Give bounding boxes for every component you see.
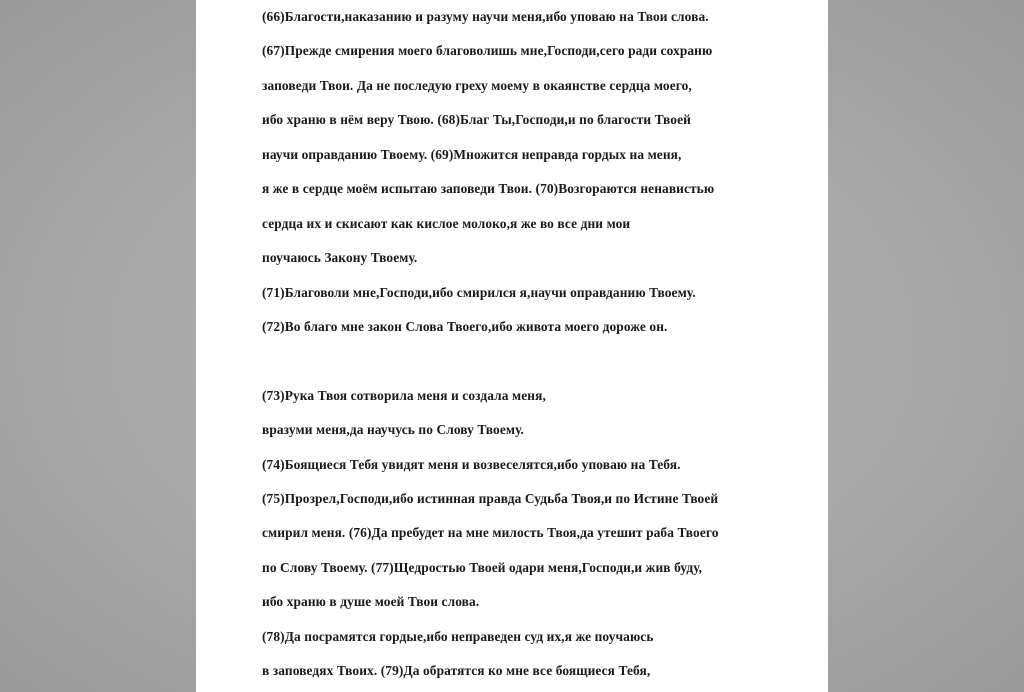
text-line: смирил меня. (76)Да пребудет на мне милость Твоя,да утешит раба Твоего <box>262 525 719 540</box>
text-line: вразуми меня,да научусь по Слову Твоему. <box>262 422 524 437</box>
text-line: (75)Прозрел,Господи,ибо истинная правда Судьба Твоя,и по Истине Твоей <box>262 491 719 506</box>
text-line: (71)Благоволи мне,Господи,ибо смирился я,научи оправданию Твоему. <box>262 285 696 300</box>
text-line: в заповедях Твоих. (79)Да обратятся ко мне все боящиеся Тебя, <box>262 663 651 678</box>
document-page <box>196 0 828 692</box>
text-line: заповеди Твои. Да не последую греху моему в окаянстве сердца моего, <box>262 78 692 93</box>
text-line: ибо храню в душе моей Твои слова. <box>262 594 480 609</box>
text-line: (66)Благости,наказанию и разуму научи меня,ибо уповаю на Твои слова. <box>262 9 709 24</box>
text-line: научи оправданию Твоему. (69)Множится неправда гордых на меня, <box>262 147 682 162</box>
text-line: (73)Рука Твоя сотворила меня и создала меня, <box>262 388 546 403</box>
text-line: сердца их и скисают как кислое молоко,я же во все дни мои <box>262 216 631 231</box>
text-line: поучаюсь Закону Твоему. <box>262 250 418 265</box>
text-line: я же в сердце моём испытаю заповеди Твои. (70)Возгораются ненавистью <box>262 181 715 196</box>
text-line: (78)Да посрамятся гордые,ибо неправеден суд их,я же поучаюсь <box>262 629 654 644</box>
text-line: ибо храню в нём веру Твою. (68)Благ Ты,Господи,и по благости Твоей <box>262 112 691 127</box>
text-line: (72)Во благо мне закон Слова Твоего,ибо живота моего дороже он. <box>262 319 668 334</box>
text-line: по Слову Твоему. (77)Щедростью Твоей одари меня,Господи,и жив буду, <box>262 560 703 575</box>
text-line: (74)Боящиеся Тебя увидят меня и возвеселятся,ибо уповаю на Тебя. <box>262 457 681 472</box>
text-line: (67)Прежде смирения моего благоволишь мне,Господи,сего ради сохраню <box>262 43 713 58</box>
